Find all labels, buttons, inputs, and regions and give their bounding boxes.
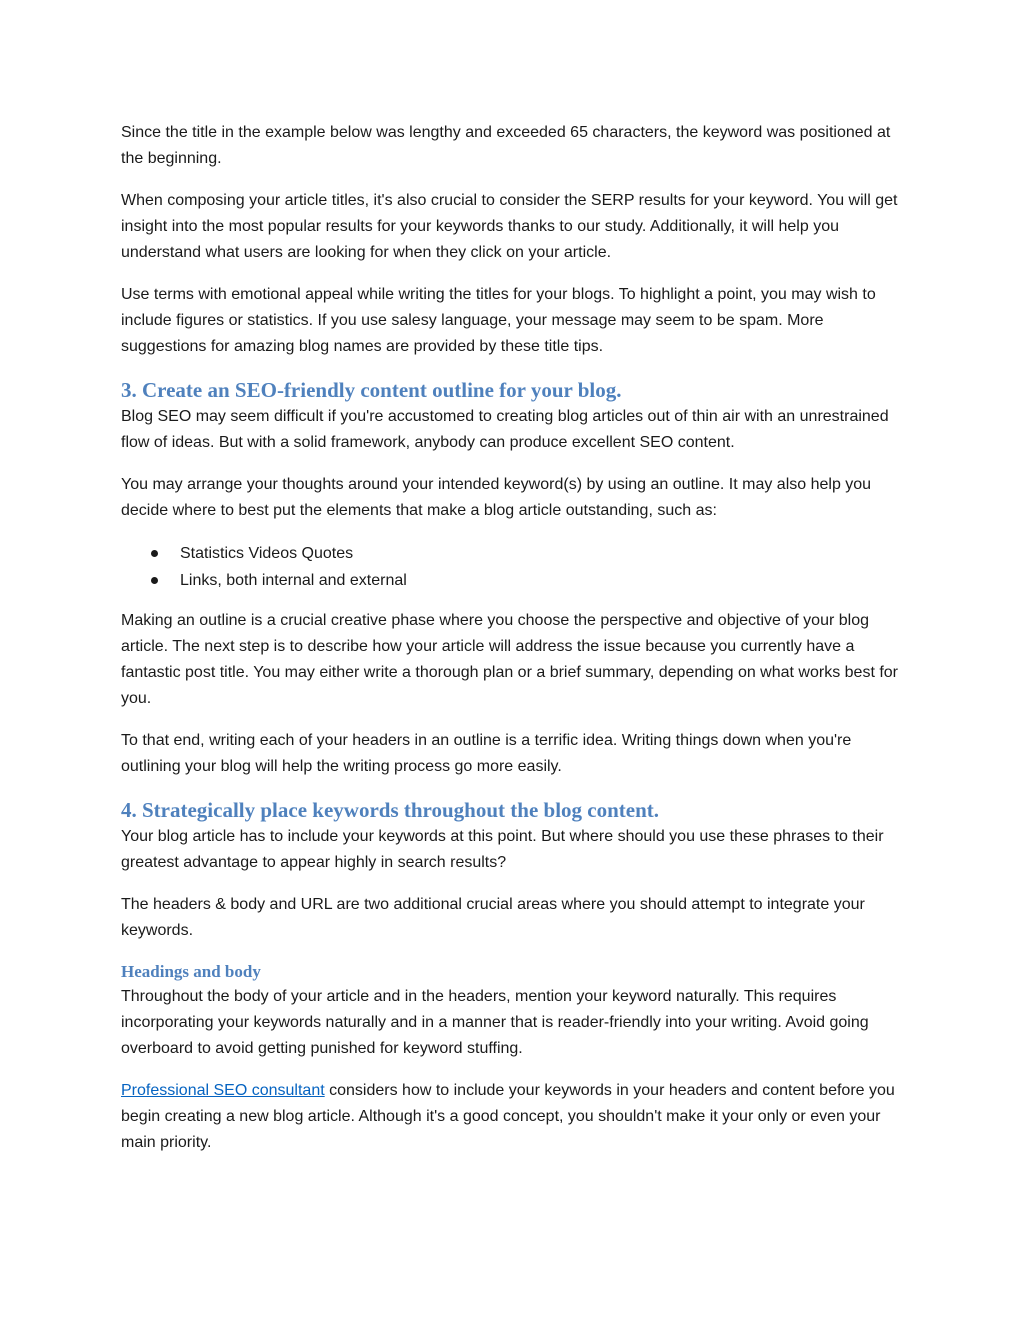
body-paragraph: Making an outline is a crucial creative phase where you choose the perspective and objective of your blog article. The next step is to describe how your article will address the issue because you currently have a fantastic post title. You may either write a thorough plan or a brief summary, depending on what works best for you. bbox=[121, 612, 899, 707]
body-paragraph-with-link bbox=[121, 1078, 905, 1156]
body-paragraph: Since the title in the example below was lengthy and exceeded 65 characters, the keyword was positioned at the beginning. bbox=[121, 124, 891, 167]
body-paragraph: The headers & body and URL are two additional crucial areas where you should attempt to integrate your keywords. bbox=[121, 896, 865, 939]
body-paragraph: Blog SEO may seem difficult if you're accustomed to creating blog articles out of thin air with an unrestrained flow of ideas. But with a solid framework, anybody can produce excellent SEO content. bbox=[121, 408, 889, 451]
link-paragraph-text: considers how to include your keywords in your headers and content before you begin creating a new blog article. Although it's a good concept, you shouldn't make it your only or even your main priority. bbox=[121, 1082, 895, 1151]
body-paragraph: To that end, writing each of your headers in an outline is a terrific idea. Writing things down when you're outlining your blog will help the writing process go more easily. bbox=[121, 732, 852, 775]
seo-consultant-link[interactable]: Professional SEO consultant bbox=[121, 1082, 325, 1099]
document-page bbox=[121, 120, 905, 1172]
list-item bbox=[121, 540, 905, 567]
list-item bbox=[121, 567, 905, 594]
list-item-text: Statistics Videos Quotes bbox=[180, 545, 354, 562]
body-paragraph: When composing your article titles, it's also crucial to consider the SERP results for your keyword. You will get insight into the most popular results for your keywords thanks to our study. Additionally, it will help you understand what users are looking for when they click on your article. bbox=[121, 192, 898, 261]
body-paragraph: Your blog article has to include your keywords at this point. But where should you use these phrases to their greatest advantage to appear highly in search results? bbox=[121, 828, 884, 871]
bullet-icon bbox=[151, 577, 158, 584]
section-heading-4: 4. Strategically place keywords throughout the blog content. bbox=[121, 798, 660, 822]
list-item-text: Links, both internal and external bbox=[180, 572, 407, 589]
body-paragraph: Throughout the body of your article and in the headers, mention your keyword naturally. This requires incorporating your keywords naturally and in a manner that is reader-friendly into your writing. Avoid going overboard to avoid getting punished for keyword stuffing. bbox=[121, 988, 869, 1057]
subsection-heading: Headings and body bbox=[121, 962, 261, 981]
bullet-list bbox=[121, 540, 905, 594]
section-heading-3: 3. Create an SEO-friendly content outline for your blog. bbox=[121, 378, 622, 402]
body-paragraph: You may arrange your thoughts around your intended keyword(s) by using an outline. It may also help you decide where to best put the elements that make a blog article outstanding, such as: bbox=[121, 476, 872, 519]
bullet-icon bbox=[151, 550, 158, 557]
body-paragraph: Use terms with emotional appeal while writing the titles for your blogs. To highlight a point, you may wish to include figures or statistics. If you use salesy language, your message may seem to be spam. More suggestions for amazing blog names are provided by these title tips. bbox=[121, 286, 876, 355]
